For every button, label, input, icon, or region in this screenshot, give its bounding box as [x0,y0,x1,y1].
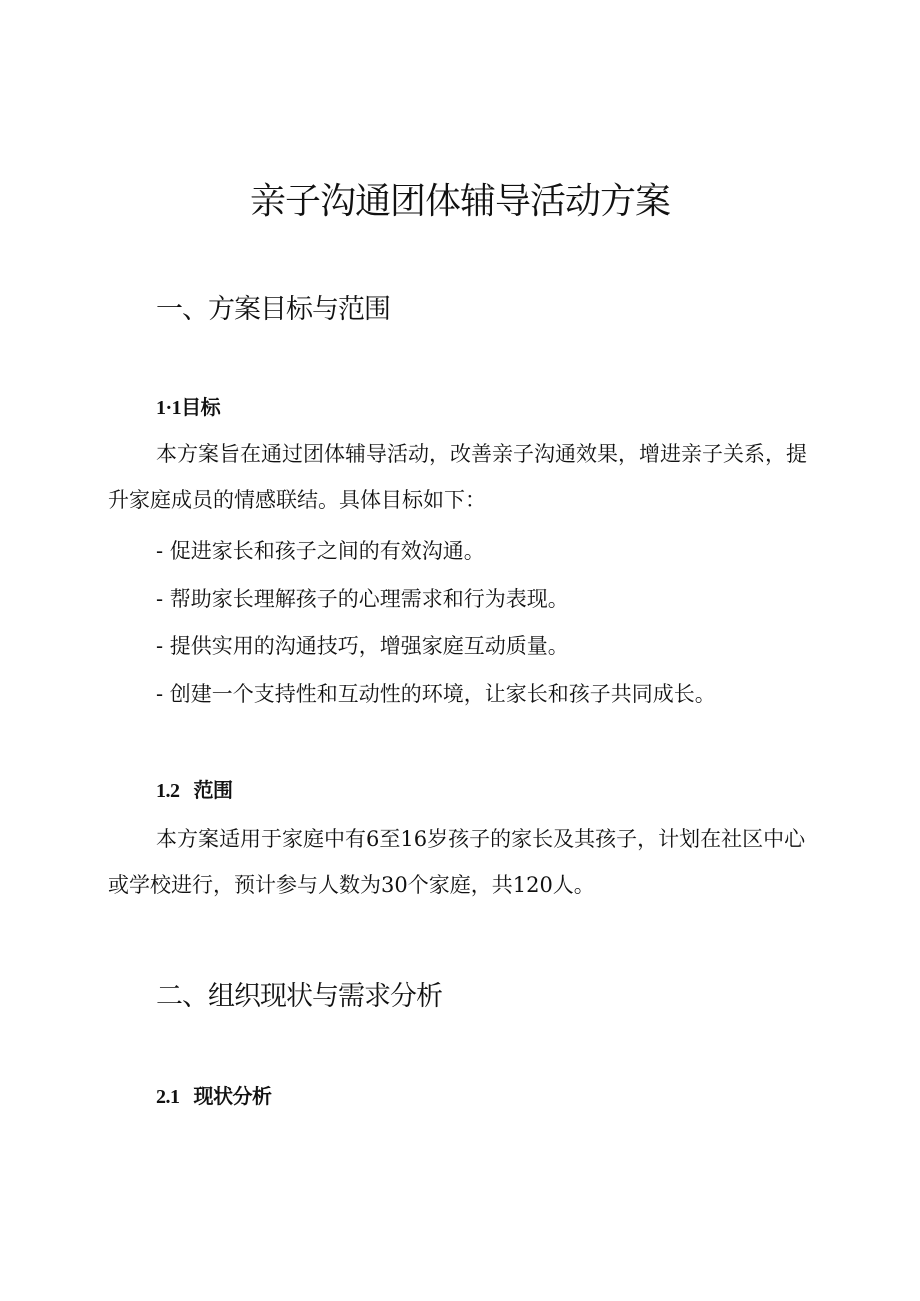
section-1-heading: 一、方案目标与范围 [156,294,390,325]
section-2-heading: 二、组织现状与需求分析 [156,981,442,1012]
subsection-1-1-label: 目标 [181,395,221,419]
goal-bullet-4: - 创建一个支持性和互动性的环境，让家长和孩子共同成长。 [156,682,716,706]
subsection-1-2-heading [156,776,233,805]
scope-paragraph: 本方案适用于家庭中有6至16岁孩子的家长及其孩子，计划在社区中心或学校进行，预计参与人数为30个家庭，共120人。 [108,827,806,897]
subsection-1-1-heading [156,393,220,422]
subsection-1-2-label: 范围 [193,778,233,802]
goal-paragraph: 本方案旨在通过团体辅导活动，改善亲子沟通效果，增进亲子关系，提升家庭成员的情感联结。具体目标如下： [108,442,807,512]
goal-bullet-1: - 促进家长和孩子之间的有效沟通。 [156,539,485,563]
document-title: 亲子沟通团体辅导活动方案 [249,181,670,222]
subsection-2-1-label: 现状分析 [193,1084,272,1108]
goal-bullet-2: - 帮助家长理解孩子的心理需求和行为表现。 [156,587,569,611]
goal-bullet-3: - 提供实用的沟通技巧，增强家庭互动质量。 [156,634,569,658]
subsection-1-1-number: 1·1 [156,397,182,419]
subsection-2-1-heading [156,1082,272,1111]
subsection-2-1-number: 2.1 [156,1086,180,1108]
subsection-1-2-number: 1.2 [156,780,180,802]
